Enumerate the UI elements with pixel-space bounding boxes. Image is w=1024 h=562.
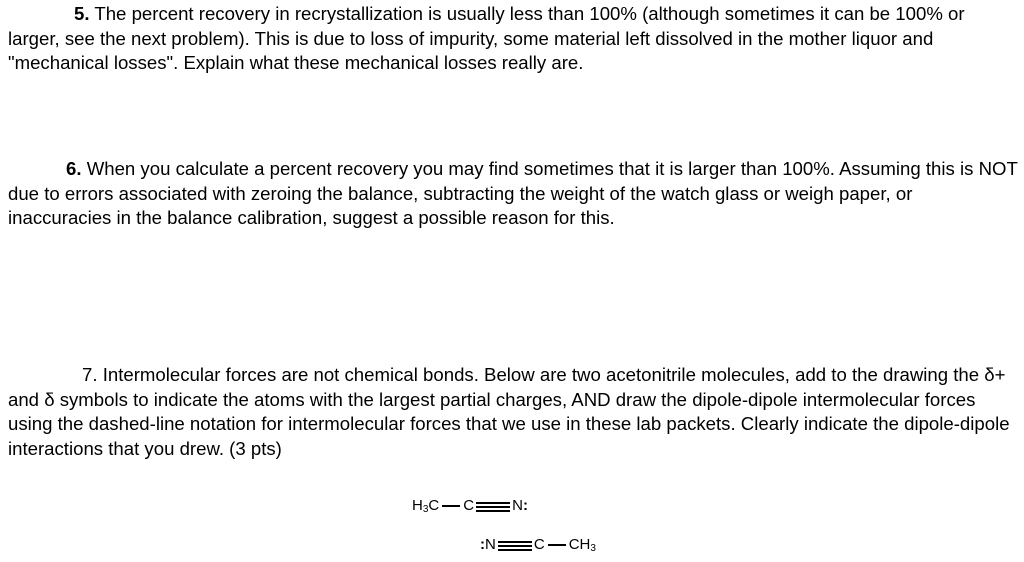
triple-bond [476, 502, 510, 511]
subscript: 3 [422, 504, 429, 515]
atom-ch: CH [568, 536, 591, 553]
question-text: The percent recovery in recrystallization is usually less than 100% (although sometimes it can be 100% or larger, see the next problem). This is due to loss of impurity, some material left dissolved in the mother liquor and "mechanical losses". Explain what these mechanical losses really are. [8, 3, 965, 73]
question-number: 7. [82, 364, 98, 385]
question-text: Intermolecular forces are not chemical bonds. Below are two acetonitrile molecules, add to the drawing the δ+ and δ symbols to indicate the atoms with the largest partial charges, AND draw the dipole-dipole intermolecular forces using the dashed-line notation for intermolecular forces that we use in these lab packets. Clearly indicate the dipole-dipole interactions that you drew. (3 pts) [8, 364, 1010, 459]
lone-pair: : [480, 536, 485, 553]
atom-c: C [533, 536, 545, 553]
atom-n: N [485, 536, 496, 553]
single-bond [442, 505, 460, 507]
question-number: 6. [66, 158, 82, 179]
subscript: 3 [590, 543, 596, 554]
lone-pair: : [522, 497, 528, 514]
question-text: When you calculate a percent recovery you may find sometimes that it is larger than 100%. Assuming this is NOT due to errors associated with zeroing the balance, subtracting the weight of the watch glass or weigh paper, or inaccuracies in the balance calibration, suggest a possible reason for this. [8, 158, 1018, 228]
question-number: 5. [74, 3, 90, 24]
triple-bond [498, 541, 532, 550]
question-7 [8, 363, 1020, 461]
atom-c: C [428, 497, 440, 514]
acetonitrile-molecule-bottom [480, 536, 596, 554]
acetonitrile-molecule-top [412, 497, 528, 515]
atom-h: H [412, 497, 423, 514]
atom-n: N [512, 497, 523, 514]
question-5 [8, 2, 1020, 76]
atom-c: C [463, 497, 475, 514]
question-6 [8, 157, 1020, 231]
single-bond [548, 544, 566, 546]
